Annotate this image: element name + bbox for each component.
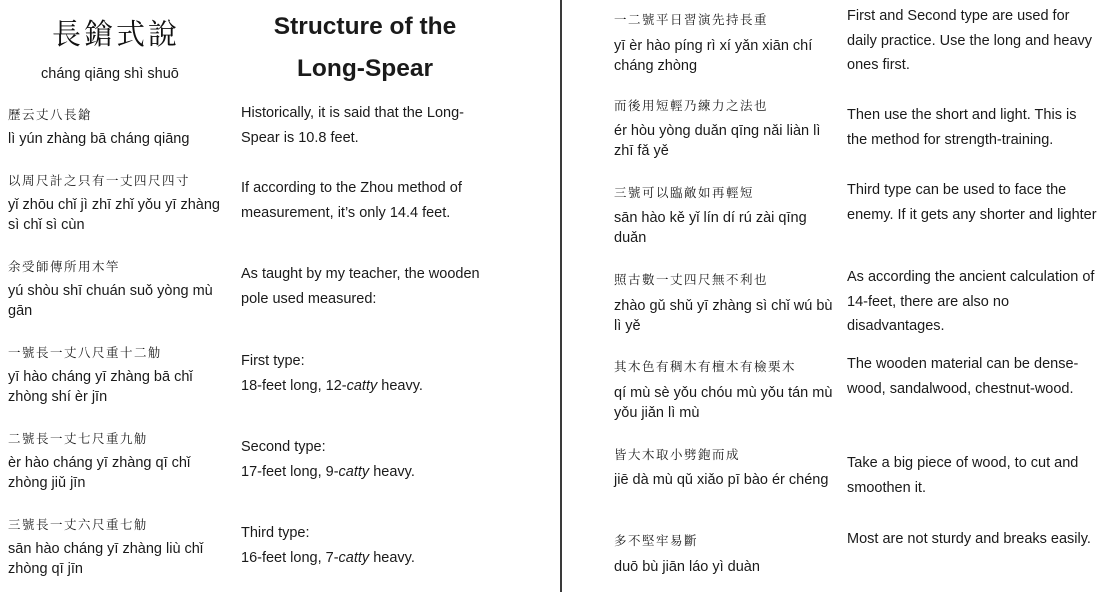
right-row-7-english: Most are not sturdy and breaks easily. [847,531,1091,547]
left-row-6-english: Third type: 16-feet long, 7-catty heavy. [241,525,415,566]
left-row-2-chinese: 以周尺計之只有一丈四尺四寸 [8,173,191,188]
right-row-2-english: Then use the short and light. This is the method for strength-training. [847,107,1077,148]
left-row-4-english: First type: 18-feet long, 12-catty heavy. [241,353,423,394]
left-row-3-english: As taught by my teacher, the wooden pole used measured: [241,266,480,307]
right-row-6-english: Take a big piece of wood, to cut and smoothen it. [847,455,1079,496]
left-row-2-english: If according to the Zhou method of measurement, it’s only 14.4 feet. [241,180,462,221]
left-row-1-chinese: 歷云丈八長鎗 [8,107,93,122]
right-row-7-chinese: 多不堅牢易斷 [614,533,699,548]
left-row-6-chinese: 三號長一丈六尺重七觔 [8,517,149,532]
right-row-4-english: As according the ancient calculation of 14-feet, there are also no disadvantages. [847,269,1095,334]
left-row-1-english: Historically, it is said that the Long-Spear is 10.8 feet. [241,105,464,146]
title-chinese: 長鎗式說 [52,17,181,51]
right-row-3-english: Third type can be used to face the enemy. If it gets any shorter and lighter [847,182,1097,223]
right-row-2-pinyin: ér hòu yòng duǎn qīng nǎi liàn lì zhī fǎ yě [614,123,821,159]
right-row-5-pinyin: qí mù sè yǒu chóu mù yǒu tán mù yǒu jiǎn lì mù [614,385,833,421]
left-row-6-pinyin: sān hào cháng yī zhàng liù chǐ zhòng qī jīn [8,541,204,577]
right-row-1-chinese: 一二號平日習演先持長重 [614,12,769,27]
right-row-1-pinyin: yī èr hào píng rì xí yǎn xiān chí cháng zhòng [614,38,813,74]
right-row-2-chinese: 而後用短輕乃練力之法也 [614,98,769,113]
left-row-3-chinese: 余受師傳所用木竿 [8,259,121,274]
left-row-5-pinyin: èr hào cháng yī zhàng qī chǐ zhòng jiǔ jīn [8,455,191,491]
left-row-3-pinyin: yú shòu shī chuán suǒ yòng mù gān [8,283,213,319]
right-row-6-chinese: 皆大木取小劈鉋而成 [614,447,741,462]
left-row-2-pinyin: yǐ zhōu chǐ jì zhī zhǐ yǒu yī zhàng sì chǐ sì cùn [8,197,220,233]
right-row-4-pinyin: zhào gǔ shǔ yī zhàng sì chǐ wú bù lì yě [614,298,833,334]
right-row-3-pinyin: sān hào kě yǐ lín dí rú zài qīng duǎn [614,210,807,246]
title-english: Structure of the Long-Spear [273,13,457,82]
right-row-7-pinyin: duō bù jiān láo yì duàn [614,559,760,575]
right-row-6-pinyin: jiē dà mù qǔ xiǎo pī bào ér chéng [614,472,829,488]
right-row-1-english: First and Second type are used for daily practice. Use the long and heavy ones first. [847,8,1093,73]
left-row-5-chinese: 二號長一丈七尺重九觔 [8,431,149,446]
right-row-3-chinese: 三號可以臨敵如再輕短 [614,185,755,200]
right-row-5-english: The wooden material can be dense-wood, sandalwood, chestnut-wood. [847,356,1079,397]
right-row-5-chinese: 其木色有稠木有檀木有檢栗木 [614,359,797,374]
column-divider [560,0,562,592]
left-row-5-english: Second type: 17-feet long, 9-catty heavy. [241,439,415,480]
right-row-4-chinese: 照古數一丈四尺無不利也 [614,272,769,287]
left-row-1-pinyin: lì yún zhàng bā cháng qiāng [8,131,190,147]
left-row-4-chinese: 一號長一丈八尺重十二觔 [8,345,163,360]
title-pinyin: cháng qiāng shì shuō [41,66,179,82]
left-row-4-pinyin: yī hào cháng yī zhàng bā chǐ zhòng shí èr jīn [8,369,193,405]
